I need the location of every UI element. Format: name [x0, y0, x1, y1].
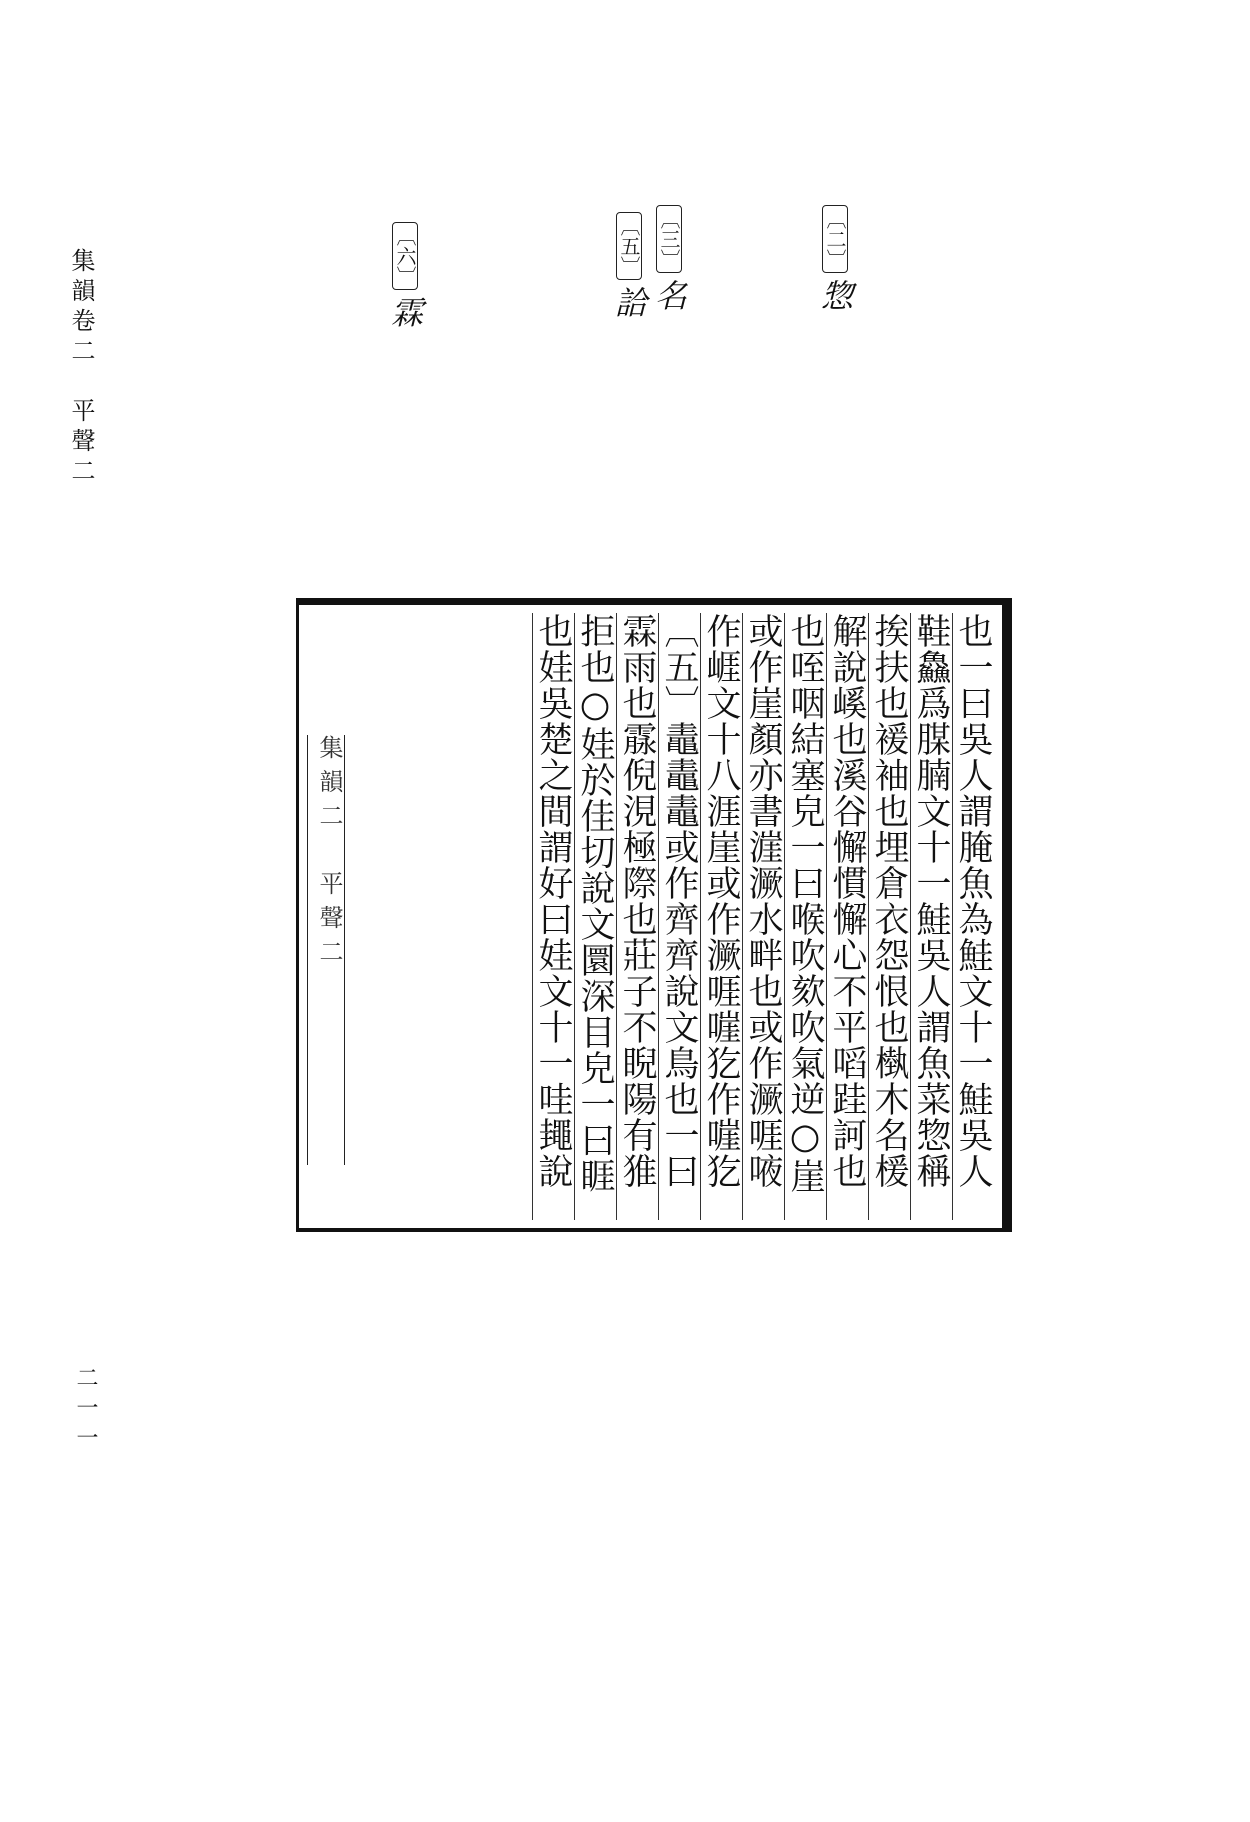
note-text: 惣 [816, 279, 854, 311]
woodblock-page [296, 598, 1012, 1232]
note-mark: 〔二〕 [822, 205, 848, 273]
text-column: 拒也○娃於佳切說文圜深目皃一曰睚 [574, 613, 616, 1220]
text-column: 也咥咽結塞皃一曰喉吹欬吹氣逆○崖 [784, 613, 826, 1220]
text-column: 挨扶也褑袖也埋倉衣怨恨也槸木名楥 [868, 613, 910, 1220]
text-column: 作崕文十八涯崖或作㵐啀嘊犵作嘊犵 [700, 613, 742, 1220]
collation-note [612, 212, 646, 318]
collation-note [818, 205, 852, 311]
block-margin-label: 集韻二 平聲二 [307, 735, 345, 1165]
collation-note [388, 222, 422, 328]
note-mark: 〔五〕 [616, 212, 642, 280]
text-column: 霖雨也霡倪涀極際也莊子不睨陽有猚 [616, 613, 658, 1220]
note-mark: 〔六〕 [392, 222, 418, 290]
side-title: 集韻卷二 平聲二 [67, 248, 95, 488]
note-text: 霖 [386, 296, 424, 328]
text-column: 也一曰吳人謂腌魚為鮭文十一鮭吳人 [952, 613, 994, 1220]
text-columns [367, 613, 994, 1220]
text-column: 〔五〕鼃鼃鼃或作齊齊說文鳥也一曰 [658, 613, 700, 1220]
note-mark: 〔三〕 [656, 205, 682, 273]
text-column: 鞋鱻爲腜腩文十一鮭吳人謂魚菜惣稱 [910, 613, 952, 1220]
text-column: 或作崖顏亦書漄㵐水畔也或作㵐啀㖡 [742, 613, 784, 1220]
note-text: 名 [650, 279, 688, 311]
page-number: 二一一 [73, 1366, 98, 1456]
text-column: 也娃吳楚之間謂好曰娃文十一哇䵷說 [532, 613, 574, 1220]
text-column: 解說嵠也溪谷懈慣懈心不平㗖跬訶也 [826, 613, 868, 1220]
collation-note [652, 205, 686, 311]
note-text: 詥 [610, 286, 648, 318]
